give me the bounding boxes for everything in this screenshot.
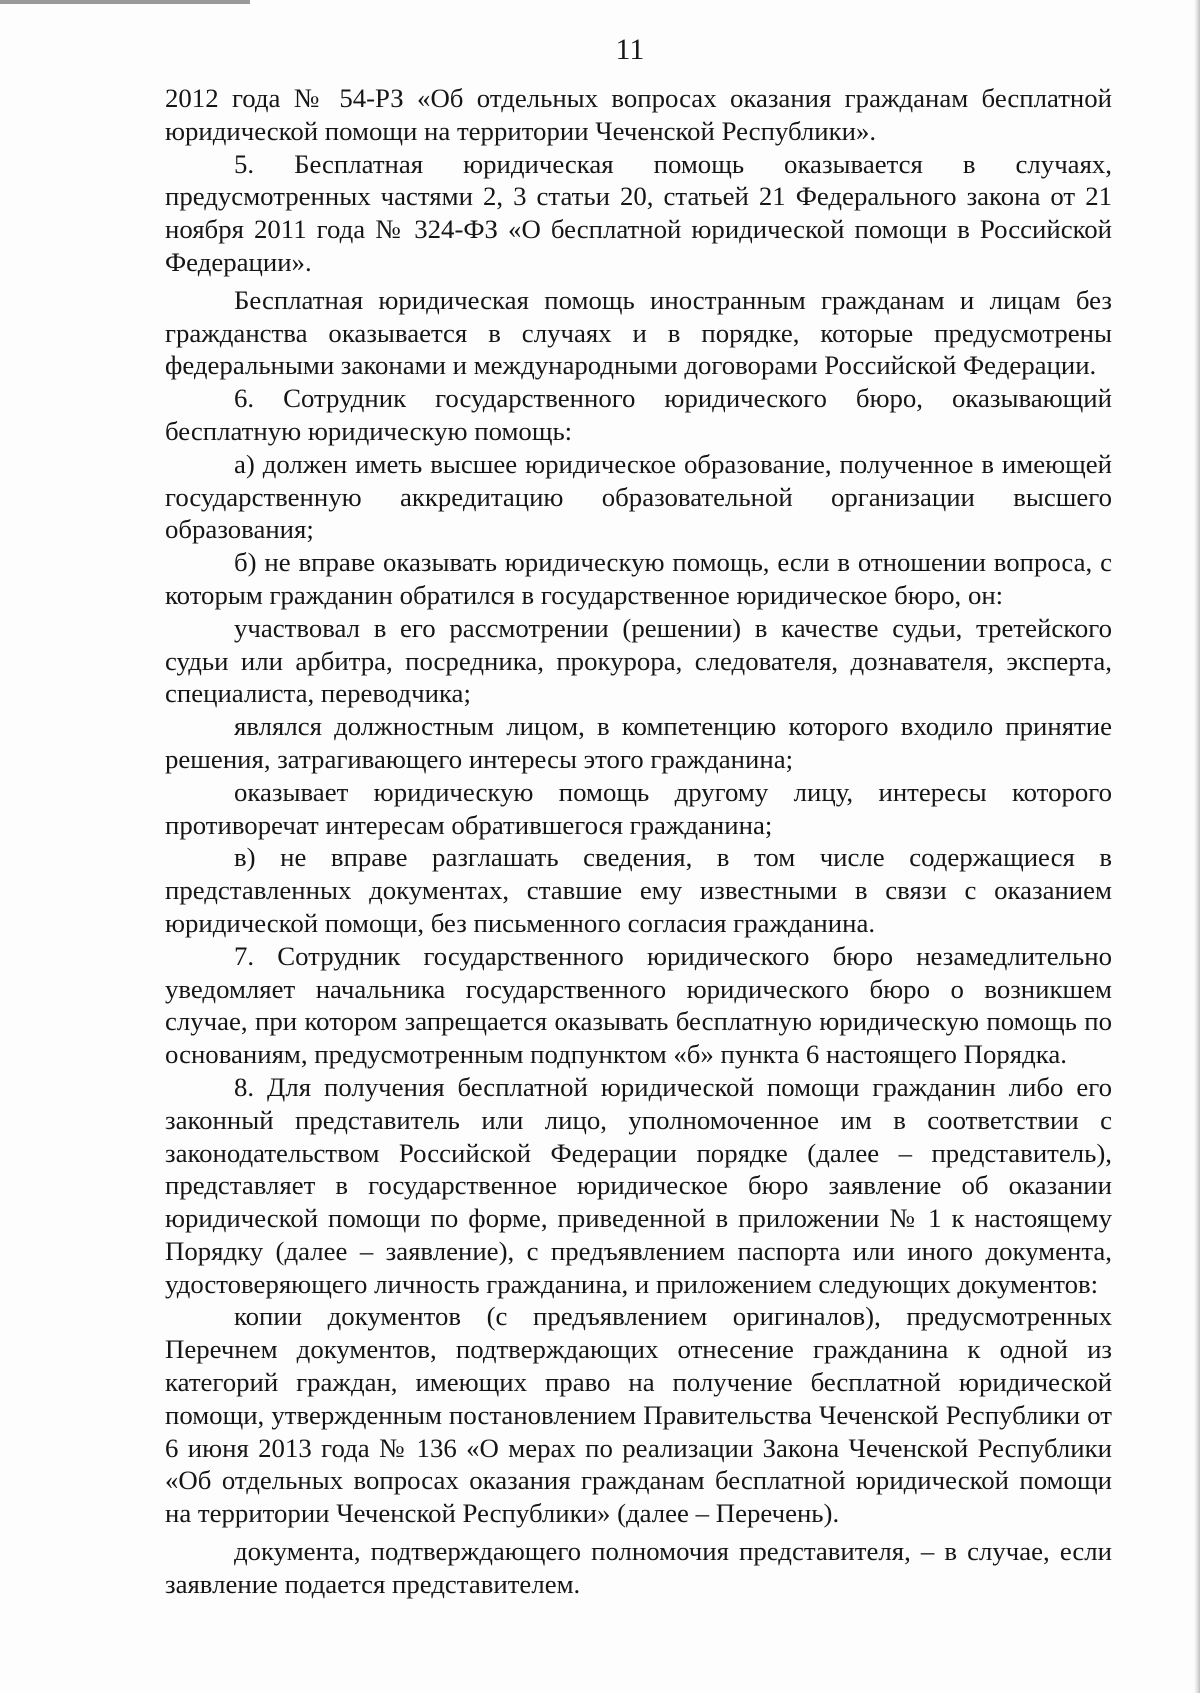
paragraph-item-8-copies: копии документов (с предъявлением оригиналов), предусмотренных Перечнем документов, подтверждающих отнесение гражданина к одной из категорий граждан, имеющих право на получение бесплатной юридической помощи, утвержденным постановлением Правительства Чеченской Республики от 6 июня 2013 года № 136 «О мерах по реализации Закона Чеченской Республики «Об отдельных вопросах оказания гражданам бесплатной юридической помощи на территории Чеченской Республики» (далее – Перечень). — [165, 1301, 1112, 1529]
paragraph-item-6b-1: участвовал в его рассмотрении (решении) в качестве судьи, третейского судьи или арбитра, посредника, прокурора, следователя, дознавателя, эксперта, специалиста, переводчика; — [165, 612, 1112, 709]
paragraph-item-8: 8. Для получения бесплатной юридической помощи гражданин либо его законный представитель или лицо, уполномоченное им в соответствии с законодательством Российской Федерации порядке (далее – представитель), представляет в государственное юридическое бюро заявление об оказании юридической помощи по форме, приведенной в приложении № 1 к настоящему Порядку (далее – заявление), с предъявлением паспорта или иного документа, удостоверяющего личность гражданина, и приложением следующих документов: — [165, 1071, 1112, 1299]
paragraph-item-6v: в) не вправе разглашать сведения, в том числе содержащиеся в представленных документах, ставшие ему известными в связи с оказанием юридической помощи, без письменного согласия гражданина. — [165, 842, 1112, 938]
paragraph-item-6b-2: являлся должностным лицом, в компетенцию которого входило принятие решения, затрагивающего интересы этого гражданина; — [165, 711, 1112, 774]
paragraph-item-6b-3: оказывает юридическую помощь другому лицу, интересы которого противоречат интересам обратившегося гражданина; — [165, 776, 1112, 840]
paragraph-item-8-representative: документа, подтверждающего полномочия представителя, – в случае, если заявление подается представителем. — [165, 1536, 1112, 1599]
scan-edge-top — [0, 0, 250, 4]
paragraph-continuation: 2012 года № 54-РЗ «Об отдельных вопросах оказания гражданам бесплатной юридической помощи на территории Чеченской Республики». — [165, 83, 1112, 146]
paragraph-item-6b: б) не вправе оказывать юридическую помощь, если в отношении вопроса, с которым гражданин обратился в государственное юридическое бюро, он: — [165, 547, 1112, 610]
paragraph-item-6a: а) должен иметь высшее юридическое образование, полученное в имеющей государственную аккредитацию образовательной организации высшего образования; — [165, 448, 1112, 545]
page-number: 11 — [615, 33, 645, 66]
paragraph-item-7: 7. Сотрудник государственного юридического бюро незамедлительно уведомляет начальника государственного юридического бюро о возникшем случае, при котором запрещается оказывать бесплатную юридическую помощь по основаниям, предусмотренным подпунктом «б» пункта 6 настоящего Порядка. — [165, 940, 1112, 1070]
paragraph-item-6: 6. Сотрудник государственного юридического бюро, оказывающий бесплатную юридическую помощь: — [165, 383, 1112, 446]
document-body — [165, 82, 1112, 1601]
paragraph-foreign-citizens: Бесплатная юридическая помощь иностранным гражданам и лицам без гражданства оказывается в случаях и в порядке, которые предусмотрены федеральными законами и международными договорами Российской Федерации. — [165, 284, 1112, 381]
scan-edge-right — [1194, 0, 1200, 1693]
paragraph-item-5: 5. Бесплатная юридическая помощь оказывается в случаях, предусмотренных частями 2, 3 статьи 20, статьей 21 Федерального закона от 21 ноября 2011 года № 324-ФЗ «О бесплатной юридической помощи в Российской Федерации». — [165, 148, 1112, 277]
